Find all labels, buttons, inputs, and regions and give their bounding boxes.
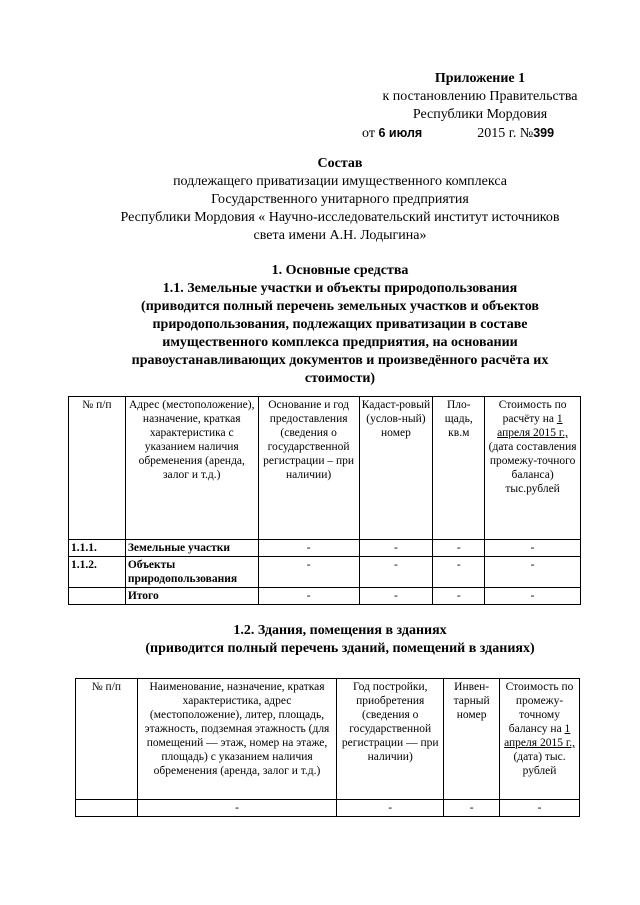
section12-heading: 1.2. Здания, помещения в зданиях: [233, 623, 447, 638]
land-table: [68, 396, 581, 605]
composition-line4: света имени А.Н. Лодыгина»: [253, 228, 427, 243]
row-cell: -: [444, 800, 500, 817]
header-cost-post: (дата) тыс. рублей: [513, 751, 566, 777]
composition-line1: подлежащего приватизации имущественного комплекса: [173, 174, 507, 189]
date-prefix: от: [362, 126, 375, 141]
header-basis: Основание и год предоставления (сведения о государственной регистрации – при наличии): [258, 397, 359, 540]
appendix-date-line: [360, 124, 600, 143]
row-cell: -: [485, 557, 581, 588]
table-row: [69, 540, 581, 557]
row-num: [76, 800, 138, 817]
header-cost: [500, 679, 580, 800]
section1-block: [60, 262, 620, 388]
section11-line4: имущественного комплекса предприятия, на основании: [162, 335, 518, 350]
header-cost-pre: Стоимость по промежу-точному балансу на: [505, 681, 574, 735]
composition-block: [60, 155, 620, 245]
header-cadastral: Кадаст-ровый (услов-ный) номер: [359, 397, 433, 540]
section11-line1: 1.1. Земельные участки и объекты природопользования: [162, 281, 518, 296]
row-cell: -: [433, 540, 485, 557]
row-cell: -: [500, 800, 580, 817]
row-num: 1.1.1.: [69, 540, 126, 557]
buildings-table: [75, 678, 580, 817]
appendix-line1: к постановлению Правительства: [382, 89, 578, 104]
row-cell: -: [485, 540, 581, 557]
row-cell: -: [258, 540, 359, 557]
header-area: Пло-щадь, кв.м: [433, 397, 485, 540]
appendix-block: [360, 70, 600, 143]
section12-sub: (приводится полный перечень зданий, помещений в зданиях): [145, 641, 535, 656]
header-address: Адрес (местоположение), назначение, краткая характеристика с указанием наличия обременения (аренда, залог и т.д.): [125, 397, 258, 540]
date-month: июля: [388, 126, 423, 140]
section11-line6: стоимости): [304, 371, 376, 386]
composition-line3: Республики Мордовия « Научно-исследовательский институт источников: [120, 210, 560, 225]
row-name: Итого: [125, 588, 258, 605]
row-cell: -: [433, 588, 485, 605]
header-cost-date: 1 апреля 2015 г.,: [497, 413, 569, 439]
header-name: Наименование, назначение, краткая характеристика, адрес (местоположение), литер, площадь, этажность, подземная этажность (для помещений — этаж, номер на этаже, площадь) с указанием наличия обременения (аренда, залог и т.д.): [137, 679, 337, 800]
appendix-title: Приложение 1: [434, 71, 526, 86]
row-num: [69, 588, 126, 605]
buildings-table-header: [76, 679, 580, 800]
row-cell: -: [359, 557, 433, 588]
header-inventory: Инвен-тарный номер: [444, 679, 500, 800]
section11-line5: правоустанавливающих документов и произведённого расчёта их: [131, 353, 549, 368]
row-num: 1.1.2.: [69, 557, 126, 588]
land-table-header: [69, 397, 581, 540]
header-cost-post: (дата составления промежу-точного баланса) тыс.рублей: [488, 441, 577, 495]
header-num: № п/п: [76, 679, 138, 800]
composition-line2: Государственного унитарного предприятия: [211, 192, 469, 207]
section1-heading: 1. Основные средства: [271, 263, 409, 278]
composition-title: Состав: [317, 156, 363, 171]
section11-line3: природопользования, подлежащих приватизации в составе: [152, 317, 528, 332]
date-year: 2015 г.: [477, 126, 517, 141]
header-cost-pre: Стоимость по расчёту на: [498, 399, 567, 425]
table-row: [76, 800, 580, 817]
row-cell: -: [433, 557, 485, 588]
date-day: 6: [378, 126, 386, 140]
number-prefix: №: [519, 126, 534, 141]
row-name: -: [137, 800, 337, 817]
document-number: 399: [533, 126, 555, 140]
row-cell: -: [258, 588, 359, 605]
row-cell: -: [485, 588, 581, 605]
header-num: № п/п: [69, 397, 126, 540]
section12-block: [60, 622, 620, 658]
table-row: [69, 557, 581, 588]
appendix-line2: Республики Мордовия: [412, 107, 548, 122]
row-cell: -: [337, 800, 444, 817]
section11-line2: (приводится полный перечень земельных участков и объектов: [141, 299, 539, 314]
header-cost: [485, 397, 581, 540]
row-name: Объекты природопользования: [125, 557, 258, 588]
row-cell: -: [258, 557, 359, 588]
row-cell: -: [359, 540, 433, 557]
row-cell: -: [359, 588, 433, 605]
row-name: Земельные участки: [125, 540, 258, 557]
table-row-total: [69, 588, 581, 605]
header-year: Год постройки, приобретения (сведения о государственной регистрации — при наличии): [337, 679, 444, 800]
header-cost-date: 1 апреля 2015 г.,: [504, 723, 575, 749]
